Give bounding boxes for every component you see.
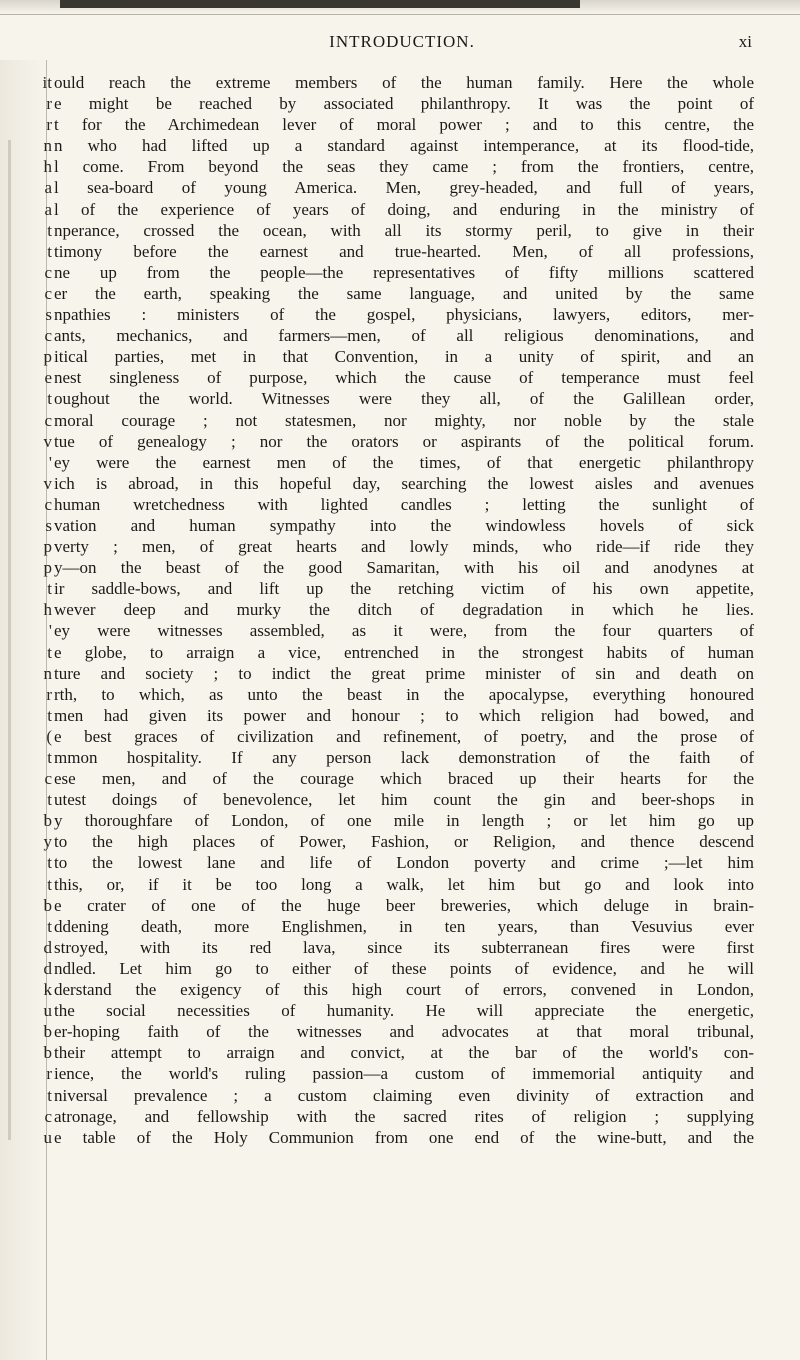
text-line: mmon hospitality. If any person lack demonstration of the faith of [54, 748, 754, 767]
text-line: l come. From beyond the seas they came ; from the frontiers, centre, [54, 157, 754, 177]
gutter-letter: d [43, 958, 52, 978]
gutter-letter: e [44, 368, 52, 388]
gutter-letter-fragments [18, 72, 52, 1148]
body-text [54, 72, 754, 1148]
gutter-letter: r [46, 684, 52, 704]
page-number: xi [738, 32, 752, 51]
text-line: e globe, to arraign a vice, entrenched in the strongest habits of human [54, 642, 754, 662]
gutter-letter: c [44, 262, 52, 282]
text-line: derstand the exigency of this high court of errors, convened in London, [54, 980, 754, 1000]
gutter-letter: y [43, 832, 52, 852]
gutter-letter: u [43, 1001, 52, 1021]
gutter-letter: t [47, 579, 52, 599]
text-line: utest doings of benevolence, let him count the gin and beer-shops in [54, 790, 754, 810]
gutter-letter: b [43, 1043, 52, 1063]
text-line: ir saddle-bows, and lift up the retching victim of his own appetite, [54, 579, 754, 599]
text-line: verty ; men, of great hearts and lowly minds, who ride—if ride they [54, 537, 754, 557]
text-line: the social necessities of humanity. He will appreciate the energetic, [54, 1001, 754, 1021]
gutter-letter: s [45, 515, 52, 535]
gutter-letter: t [47, 748, 52, 767]
gutter-letter: h [43, 157, 52, 177]
gutter-letter: t [47, 389, 52, 409]
text-line: ience, the world's ruling passion—a custom of immemorial antiquity and [54, 1064, 754, 1084]
text-line: ndled. Let him go to either of these points of evidence, and he will [54, 958, 754, 978]
text-line: to the high places of Power, Fashion, or Religion, and thence descend [54, 832, 754, 852]
text-line: ese men, and of the courage which braced up their hearts for the [54, 769, 754, 789]
text-line: ants, mechanics, and farmers—men, of all religious denominations, and [54, 326, 754, 346]
text-line: ture and society ; to indict the great prime minister of sin and death on [54, 663, 754, 683]
text-line: men had given its power and honour ; to which religion had bowed, and [54, 705, 754, 725]
gutter-letter: c [44, 326, 52, 346]
text-line: timony before the earnest and true-hearted. Men, of all professions, [54, 241, 754, 261]
text-line: itical parties, met in that Convention, in a unity of spirit, and an [54, 347, 754, 367]
gutter-letter: ( [46, 726, 52, 746]
text-line: ould reach the extreme members of the human family. Here the whole [54, 73, 754, 92]
gutter-letter: t [47, 916, 52, 936]
text-line: tue of genealogy ; nor the orators or aspirants of the political forum. [54, 431, 754, 451]
gutter-letter: n [43, 136, 52, 156]
text-line: e crater of one of the huge beer breweries, which deluge in brain- [54, 895, 754, 915]
gutter-letter: t [47, 220, 52, 240]
gutter-letter: r [46, 115, 52, 135]
text-line: n who had lifted up a standard against intemperance, at its flood-tide, [54, 136, 754, 156]
text-line: this, or, if it be too long a walk, let him but go and look into [54, 874, 754, 894]
text-line: e best graces of civilization and refinement, of poetry, and the prose of [54, 726, 754, 746]
gutter-letter: t [47, 642, 52, 662]
gutter-letter: p [43, 558, 52, 578]
running-title: INTRODUCTION. [329, 32, 475, 51]
text-line: wever deep and murky the ditch of degradation in which he lies. [54, 600, 754, 620]
binding-shadow [60, 0, 580, 8]
gutter-letter: t [47, 874, 52, 894]
gutter-letter: t [47, 705, 52, 725]
gutter-letter: ' [48, 621, 52, 641]
gutter-letter: a [44, 199, 52, 219]
gutter-shadow-line [8, 140, 11, 1140]
gutter-letter: ' [48, 452, 52, 472]
gutter-letter: b [43, 1022, 52, 1042]
text-line: e might be reached by associated philanthropy. It was the point of [54, 94, 754, 114]
gutter-letter: p [43, 347, 52, 367]
text-line: to the lowest lane and life of London poverty and crime ;—let him [54, 853, 754, 873]
gutter-letter: c [44, 283, 52, 303]
gutter-letter: s [45, 305, 52, 325]
text-line: nperance, crossed the ocean, with all its stormy peril, to give in their [54, 220, 754, 240]
gutter-letter: v [43, 431, 52, 451]
gutter-letter: c [44, 494, 52, 514]
gutter-letter: c [44, 1106, 52, 1126]
gutter-letter: c [44, 769, 52, 789]
text-line: l sea-board of young America. Men, grey-headed, and full of years, [54, 178, 754, 198]
text-line: vation and human sympathy into the windowless hovels of sick [54, 515, 754, 535]
text-line: er the earth, speaking the same language, and united by the same [54, 283, 754, 303]
text-line: rth, to which, as unto the beast in the apocalypse, everything honoured [54, 684, 754, 704]
gutter-letter: t [47, 790, 52, 810]
text-line: ey were the earnest men of the times, of that energetic philanthropy [54, 452, 754, 472]
text-line: oughout the world. Witnesses were they all, of the Galillean order, [54, 389, 754, 409]
page-header [52, 30, 752, 60]
text-line: e table of the Holy Communion from one end of the wine-butt, and the [54, 1127, 754, 1147]
text-line: stroyed, with its red lava, since its subterranean fires were first [54, 937, 754, 957]
gutter-letter: h [43, 600, 52, 620]
text-line: ey were witnesses assembled, as it were, from the four quarters of [54, 621, 754, 641]
gutter-letter: c [44, 410, 52, 430]
text-line: nest singleness of purpose, which the cause of temperance must feel [54, 368, 754, 388]
text-line: l of the experience of years of doing, and enduring in the ministry of [54, 199, 754, 219]
text-line: er-hoping faith of the witnesses and advocates at that moral tribunal, [54, 1022, 754, 1042]
text-line: npathies : ministers of the gospel, physicians, lawyers, editors, mer- [54, 305, 754, 325]
gutter-letter: v [43, 473, 52, 493]
gutter-letter: k [43, 980, 52, 1000]
text-line: their attempt to arraign and convict, at the bar of the world's con- [54, 1043, 754, 1063]
text-line: ddening death, more Englishmen, in ten years, than Vesuvius ever [54, 916, 754, 936]
text-line: human wretchedness with lighted candles ; letting the sunlight of [54, 494, 754, 514]
text-line: y—on the beast of the good Samaritan, with his oil and anodynes at [54, 558, 754, 578]
gutter-letter: d [43, 937, 52, 957]
text-line: niversal prevalence ; a custom claiming even divinity of extraction and [54, 1085, 754, 1105]
gutter-letter: t [47, 1085, 52, 1105]
text-line: ich is abroad, in this hopeful day, searching the lowest aisles and avenues [54, 473, 754, 493]
gutter-letter: b [43, 811, 52, 831]
gutter-letter: b [43, 895, 52, 915]
text-line: t for the Archimedean lever of moral power ; and to this centre, the [54, 115, 754, 135]
gutter-letter: n [43, 663, 52, 683]
gutter-letter: r [46, 1064, 52, 1084]
text-line: moral courage ; not statesmen, nor mighty, nor noble by the stale [54, 410, 754, 430]
gutter-letter: it [42, 73, 52, 92]
gutter-letter: a [44, 178, 52, 198]
text-line: ne up from the people—the representatives of fifty millions scattered [54, 262, 754, 282]
gutter-letter: t [47, 853, 52, 873]
gutter-letter: u [43, 1127, 52, 1147]
text-line: y thoroughfare of London, of one mile in length ; or let him go up [54, 811, 754, 831]
gutter-letter: t [47, 241, 52, 261]
gutter-letter: p [43, 537, 52, 557]
gutter-letter: r [46, 94, 52, 114]
text-line: atronage, and fellowship with the sacred rites of religion ; supplying [54, 1106, 754, 1126]
